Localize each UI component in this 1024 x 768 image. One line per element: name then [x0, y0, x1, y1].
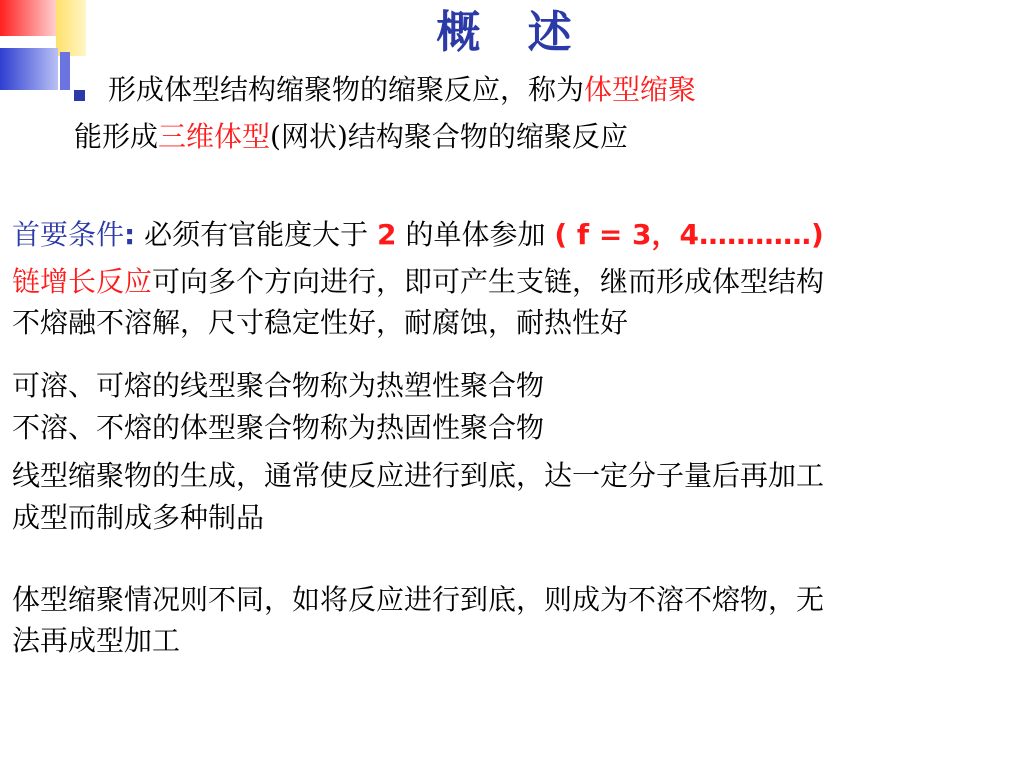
linear-line-2: 成型而制成多种制品	[12, 501, 265, 534]
condition-functionality: ( f = 3，4…………)	[554, 218, 824, 251]
condition-text2: 的单体参加	[405, 218, 546, 251]
properties-line: 不熔融不溶解，尺寸稳定性好，耐腐蚀，耐热性好	[12, 306, 629, 339]
condition-text1: 必须有官能度大于	[144, 218, 369, 251]
definition-highlight: 三维体型	[158, 120, 271, 153]
condition-colon: :	[124, 218, 136, 251]
body-type-line-2: 法再成型加工	[12, 624, 181, 657]
condition-label: 首要条件	[12, 218, 125, 251]
thermoplastic-line: 可溶、可熔的线型聚合物称为热塑性聚合物	[12, 369, 545, 402]
chain-highlight: 链增长反应	[12, 265, 153, 298]
condition-number: 2	[377, 218, 397, 251]
bullet-line	[108, 70, 1016, 110]
definition-line	[74, 117, 1016, 157]
chain-line	[12, 262, 1016, 302]
body-type-line-1: 体型缩聚情况则不同，如将反应进行到底，则成为不溶不熔物，无	[12, 583, 825, 616]
linear-line-1: 线型缩聚物的生成，通常使反应进行到底，达一定分子量后再加工	[12, 459, 825, 492]
bullet-highlight: 体型缩聚	[584, 73, 697, 106]
thermoset-line: 不溶、不熔的体型聚合物称为热固性聚合物	[12, 411, 545, 444]
bullet-icon	[74, 90, 85, 101]
definition-suffix: (网状)结构聚合物的缩聚反应	[270, 120, 628, 153]
condition-line	[12, 215, 1016, 255]
chain-text: 可向多个方向进行，即可产生支链，继而形成体型结构	[152, 265, 825, 298]
definition-prefix: 能形成	[74, 120, 159, 153]
slide-title: 概 述	[436, 7, 588, 58]
bullet-text: 形成体型结构缩聚物的缩聚反应，称为	[108, 73, 585, 106]
